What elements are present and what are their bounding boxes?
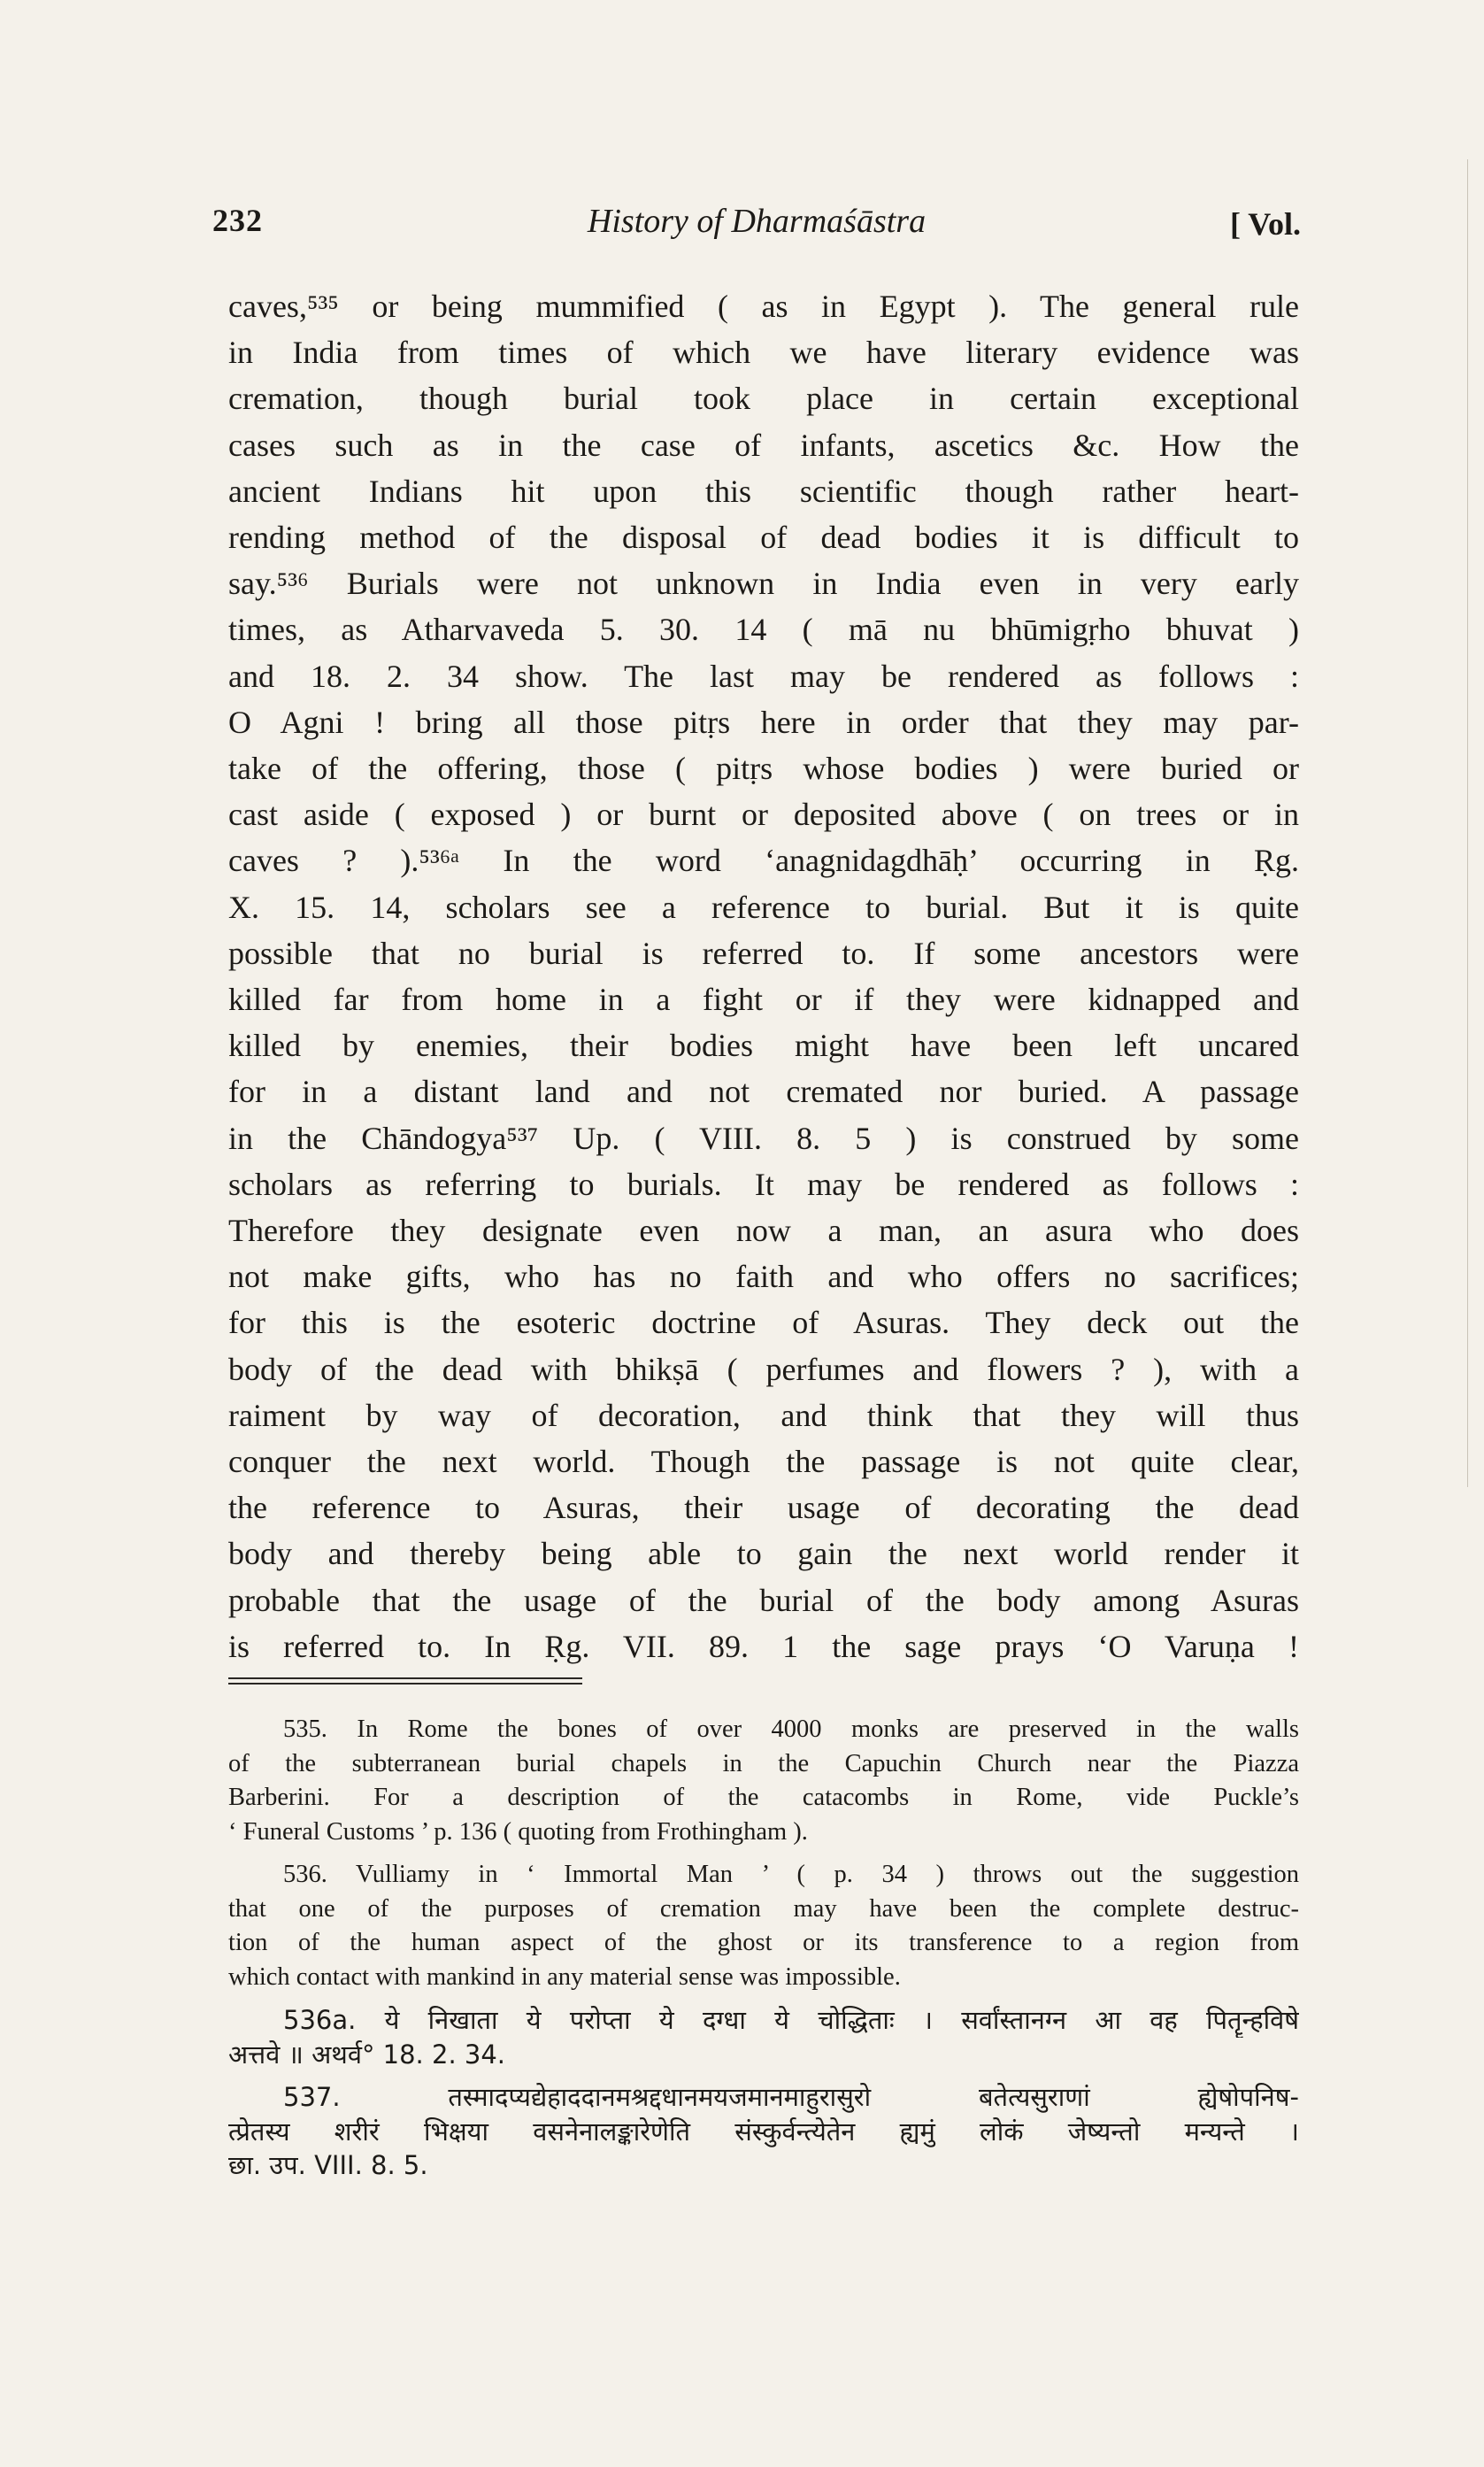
text-line: is referred to. In Ṛg. VII. 89. 1 the sage prays ‘O Varuṇa ! — [228, 1628, 1299, 1664]
footnote-line: which contact with mankind in any material sense was impossible. — [228, 1962, 901, 1991]
text-line: in the Chāndogya⁵³⁷ Up. ( VIII. 8. 5 ) is construed by some — [228, 1120, 1299, 1156]
text-line: take of the offering, those ( pitṛs whose bodies ) were buried or — [228, 751, 1299, 787]
volume-mark: [ Vol. — [1229, 206, 1301, 242]
page-header — [212, 193, 1301, 246]
footnote-line: ‘ Funeral Customs ’ p. 136 ( quoting from Frothingham ). — [228, 1817, 808, 1846]
text-line: body of the dead with bhikṣā ( perfumes and flowers ? ), with a — [228, 1351, 1299, 1387]
text-line: not make gifts, who has no faith and who offers no sacrifices; — [228, 1259, 1299, 1295]
text-line: killed by enemies, their bodies might have been left uncared — [228, 1028, 1299, 1064]
footnote-536a — [228, 2003, 1299, 2071]
text-line: cremation, though burial took place in certain exceptional — [228, 381, 1299, 417]
main-text — [228, 283, 1299, 1669]
footnote-line: 537. तस्मादप्यद्येहाददानमश्रद्दधानमयजमानमाहुरासुरो बतेत्यसुराणां ह्येषोपनिष- — [283, 2082, 1299, 2112]
text-line: the reference to Asuras, their usage of decorating the dead — [228, 1490, 1299, 1526]
footnote-line: Barberini. For a description of the catacombs in Rome, vide Puckle’s — [228, 1784, 1299, 1811]
text-line: killed far from home in a fight or if they were kidnapped and — [228, 982, 1299, 1018]
page-number: 232 — [212, 203, 263, 238]
text-line: for in a distant land and not cremated nor buried. A passage — [228, 1074, 1299, 1110]
text-line: possible that no burial is referred to. If some ancestors were — [228, 935, 1299, 971]
footnote-line: that one of the purposes of cremation may have been the complete destruc- — [228, 1894, 1299, 1923]
text-line: O Agni ! bring all those pitṛs here in order that they may par- — [228, 704, 1299, 740]
text-line: probable that the usage of the burial of the body among Asuras — [228, 1582, 1299, 1618]
text-line: in India from times of which we have literary evidence was — [228, 335, 1299, 371]
footnote-537 — [228, 2080, 1299, 2183]
footnote-line: 536a. ये निखाता ये परोप्ता ये दग्धा ये चोद्धिताः । सर्वांस्तानग्न आ वह पितॄन्हविषे — [283, 2005, 1299, 2035]
text-line: ancient Indians hit upon this scientific though rather heart- — [228, 473, 1299, 509]
text-line: rending method of the disposal of dead bodies it is difficult to — [228, 520, 1299, 556]
text-line: say.⁵³⁶ Burials were not unknown in India even in very early — [228, 566, 1299, 602]
text-line: times, as Atharvaveda 5. 30. 14 ( mā nu bhūmigṛho bhuvat ) — [228, 612, 1299, 648]
footnote-535 — [228, 1713, 1299, 1849]
footnote-line: त्प्रेतस्य शरीरं भिक्षया वसनेनालङ्कारेणेति संस्कुर्वन्त्येतेन ह्यमुं लोकं जेष्यन्तो मन्यन्ते । — [228, 2116, 1299, 2147]
footnote-line: 536. Vulliamy in ‘ Immortal Man ’ ( p. 34 ) throws out the suggestion — [283, 1861, 1299, 1888]
running-title: History of Dharmaśāstra — [587, 203, 927, 240]
text-line: cast aside ( exposed ) or burnt or deposited above ( on trees or in — [228, 797, 1299, 833]
text-line: scholars as referring to burials. It may be rendered as follows : — [228, 1166, 1299, 1202]
text-line: raiment by way of decoration, and think that they will thus — [228, 1397, 1299, 1433]
footnote-line: tion of the human aspect of the ghost or its transference to a region from — [228, 1929, 1299, 1956]
text-line: conquer the next world. Though the passage is not quite clear, — [228, 1444, 1299, 1480]
text-line: cases such as in the case of infants, ascetics &c. How the — [228, 427, 1299, 463]
text-line: and 18. 2. 34 show. The last may be rendered as follows : — [228, 658, 1299, 694]
text-line: body and thereby being able to gain the next world render it — [228, 1536, 1299, 1572]
footnote-line: अत्तवे ॥ अथर्व° 18. 2. 34. — [228, 2039, 506, 2070]
footnotes — [228, 1713, 1299, 2192]
footnote-line: of the subterranean burial chapels in the Capuchin Church near the Piazza — [228, 1749, 1299, 1777]
page-edge-line — [1467, 159, 1468, 1487]
text-line: for this is the esoteric doctrine of Asuras. They deck out the — [228, 1305, 1299, 1341]
text-line: X. 15. 14, scholars see a reference to burial. But it is quite — [228, 889, 1299, 925]
footnote-line: 535. In Rome the bones of over 4000 monks are preserved in the walls — [283, 1715, 1299, 1743]
footnote-line: छा. उप. VIII. 8. 5. — [228, 2150, 428, 2180]
text-line: caves ? ).⁵³⁶ᵃ In the word ‘anagnidagdhāḥ’ occurring in Ṛg. — [228, 843, 1299, 879]
footnote-536 — [228, 1858, 1299, 1994]
footnote-separator — [228, 1677, 582, 1686]
text-line: caves,⁵³⁵ or being mummified ( as in Egypt ). The general rule — [228, 289, 1299, 324]
text-line: Therefore they designate even now a man, an asura who does — [228, 1213, 1299, 1249]
